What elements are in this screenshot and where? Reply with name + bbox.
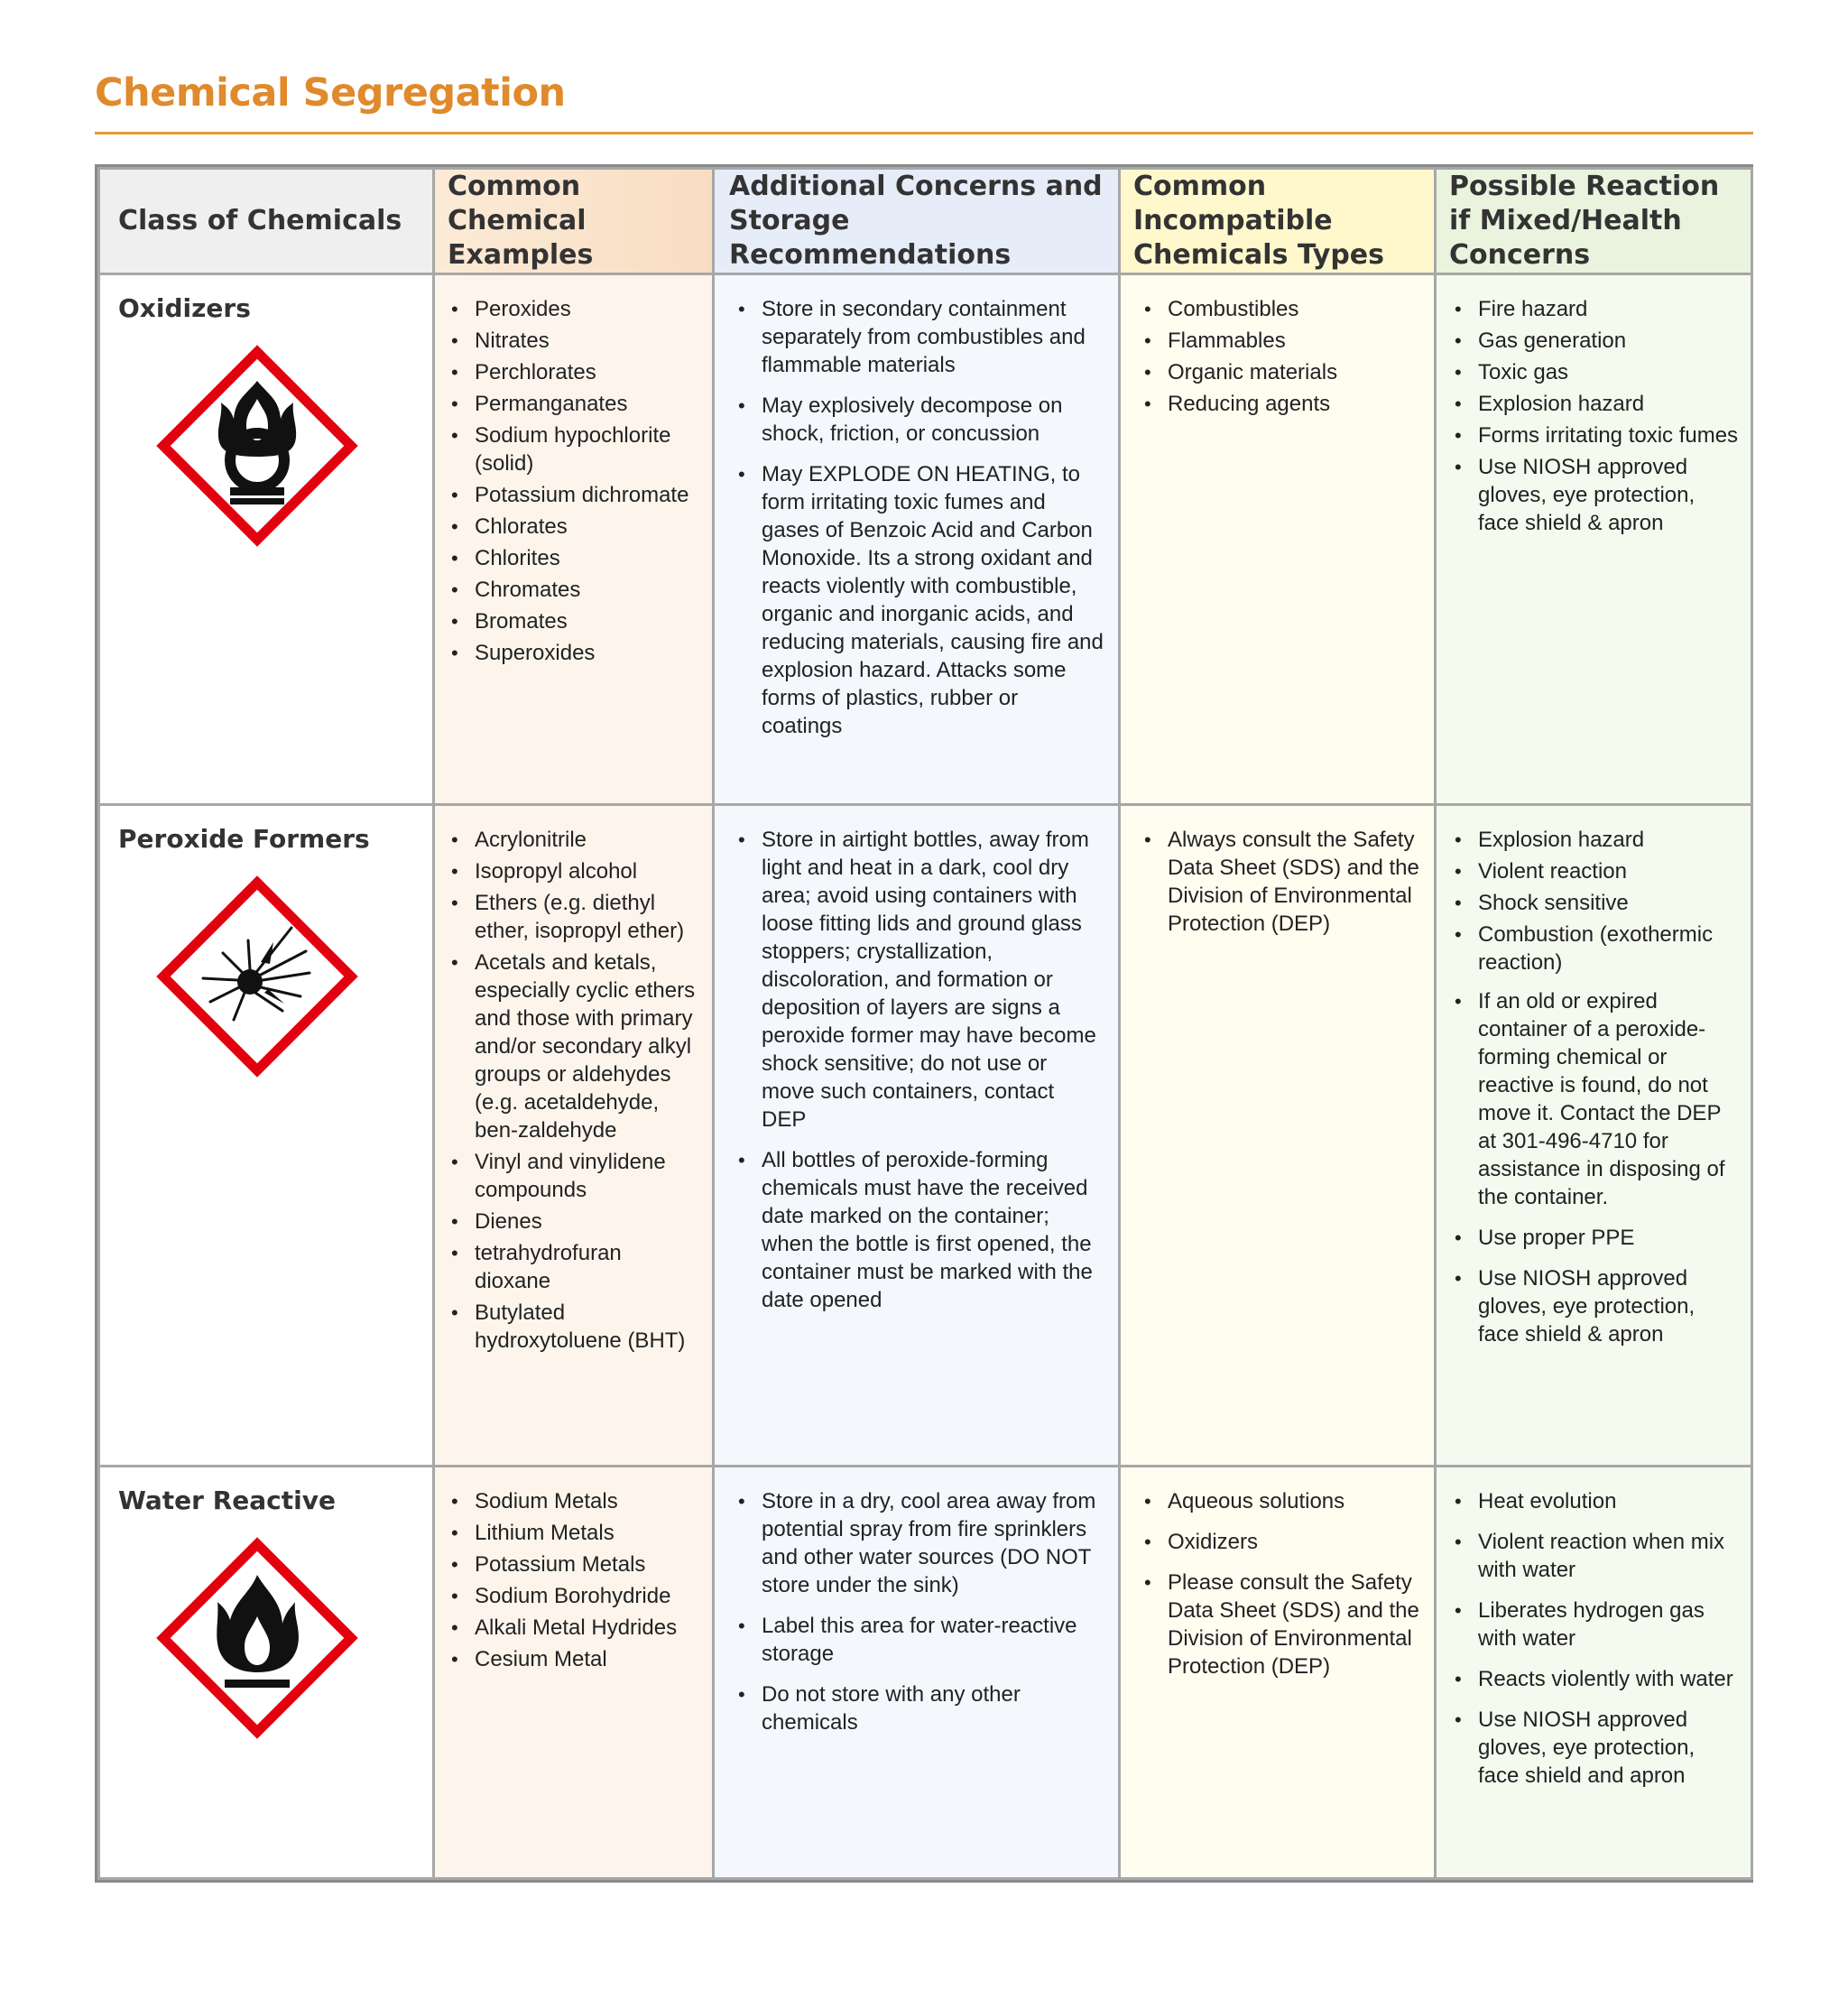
list-item: • Combustibles (1137, 295, 1421, 323)
list-item: • May EXPLODE ON HEATING, to form irritating toxic fumes and gases of Benzoic Acid and Carbon Monoxide. Its a strong oxidant and reacts violently with combustible, organic and inorganic acids, and reducing materials, causing fire and explosion hazard. Attacks some forms of plastics, rubber or coatings (731, 460, 1104, 740)
examples-cell (434, 1467, 714, 1879)
header-incompatible: Common Incompatible Chemicals Types (1120, 169, 1436, 274)
list-item: • Chlorites (444, 544, 699, 572)
examples-cell (434, 274, 714, 805)
incompatible-cell (1120, 805, 1436, 1467)
page-title: Chemical Segregation (95, 70, 566, 116)
concerns-list (731, 826, 1104, 1314)
header-concerns: Additional Concerns and Storage Recommendations (714, 169, 1120, 274)
list-item: • Permanganates (444, 390, 699, 418)
header-examples: Common Chemical Examples (434, 169, 714, 274)
list-item: • Perchlorates (444, 358, 699, 386)
class-name: Peroxide Formers (118, 824, 370, 854)
oxidizer-flame-over-circle-icon (156, 345, 358, 547)
header-reaction: Possible Reaction if Mixed/Health Concerns (1436, 169, 1752, 274)
concerns-cell (714, 274, 1120, 805)
incompatible-cell (1120, 274, 1436, 805)
list-item: • All bottles of peroxide-forming chemicals must have the received date marked on the container; when the bottle is first opened, the container must be marked with the date opened (731, 1146, 1104, 1314)
list-item: • Use NIOSH approved gloves, eye protection, face shield & apron (1447, 1264, 1740, 1348)
list-item: • Do not store with any other chemicals (731, 1680, 1104, 1736)
list-item: • Potassium Metals (444, 1550, 699, 1578)
segregation-table (95, 164, 1753, 1883)
class-cell (99, 805, 434, 1467)
incompatible-list (1137, 1487, 1421, 1680)
reaction-cell (1436, 274, 1752, 805)
list-item: • Combustion (exothermic reaction) (1447, 921, 1740, 976)
list-item: • Acetals and ketals, especially cyclic ethers and those with primary and/or secondary alkyl groups or aldehydes (e.g. acetaldehyde, ben-zaldehyde (444, 949, 699, 1144)
class-cell (99, 274, 434, 805)
list-item: • Cesium Metal (444, 1645, 699, 1673)
title-divider (95, 132, 1753, 134)
examples-list (444, 1487, 699, 1673)
list-item: • Butylated hydroxytoluene (BHT) (444, 1299, 699, 1355)
list-item: • Use NIOSH approved gloves, eye protection, face shield and apron (1447, 1706, 1740, 1790)
list-item: • Use NIOSH approved gloves, eye protection, face shield & apron (1447, 453, 1740, 537)
list-item: • Chromates (444, 576, 699, 604)
header-class: Class of Chemicals (99, 169, 434, 274)
table-row (99, 274, 1752, 805)
list-item: • Heat evolution (1447, 1487, 1740, 1515)
list-item: • Organic materials (1137, 358, 1421, 386)
list-item: • Liberates hydrogen gas with water (1447, 1597, 1740, 1652)
list-item: • Reacts violently with water (1447, 1665, 1740, 1693)
flame-icon (156, 1537, 358, 1739)
list-item: • Superoxides (444, 639, 699, 667)
list-item: • Alkali Metal Hydrides (444, 1614, 699, 1642)
list-item: • May explosively decompose on shock, friction, or concussion (731, 392, 1104, 448)
header-row (99, 169, 1752, 274)
list-item: • Isopropyl alcohol (444, 857, 699, 885)
table-row (99, 805, 1752, 1467)
exploding-bomb-icon (156, 875, 358, 1078)
list-item: • Sodium hypochlorite (solid) (444, 421, 699, 477)
list-item: • Forms irritating toxic fumes (1447, 421, 1740, 449)
reaction-list-a (1447, 826, 1740, 976)
incompatible-list (1137, 826, 1421, 938)
concerns-list (731, 1487, 1104, 1736)
list-item: • tetrahydrofuran dioxane (444, 1239, 699, 1295)
examples-list (444, 826, 699, 1355)
examples-list (444, 295, 699, 667)
concerns-cell (714, 805, 1120, 1467)
examples-cell (434, 805, 714, 1467)
list-item: • Shock sensitive (1447, 889, 1740, 917)
list-item: • Label this area for water-reactive storage (731, 1612, 1104, 1668)
class-name: Water Reactive (118, 1486, 336, 1515)
list-item: • If an old or expired container of a peroxide-forming chemical or reactive is found, do not move it. Contact the DEP at 301-496-4710 for assistance in disposing of the container. (1447, 987, 1740, 1211)
reaction-list (1447, 1487, 1740, 1790)
reaction-cell (1436, 1467, 1752, 1879)
list-item: • Gas generation (1447, 327, 1740, 355)
list-item: • Vinyl and vinylidene compounds (444, 1148, 699, 1204)
list-item: • Violent reaction when mix with water (1447, 1528, 1740, 1584)
list-item: • Bromates (444, 607, 699, 635)
list-item: • Store in airtight bottles, away from light and heat in a dark, cool dry area; avoid using containers with loose fitting lids and ground glass stoppers; crystallization, discoloration, and formation or deposition of layers are signs a peroxide former may have become shock sensitive; do not use or move such containers, contact DEP (731, 826, 1104, 1134)
reaction-cell (1436, 805, 1752, 1467)
reaction-list-b (1447, 987, 1740, 1348)
list-item: • Nitrates (444, 327, 699, 355)
list-item: • Oxidizers (1137, 1528, 1421, 1556)
list-item: • Chlorates (444, 513, 699, 541)
list-item: • Reducing agents (1137, 390, 1421, 418)
list-item: • Sodium Borohydride (444, 1582, 699, 1610)
concerns-cell (714, 1467, 1120, 1879)
list-item: • Toxic gas (1447, 358, 1740, 386)
list-item: • Aqueous solutions (1137, 1487, 1421, 1515)
list-item: • Always consult the Safety Data Sheet (SDS) and the Division of Environmental Protection (DEP) (1137, 826, 1421, 938)
list-item: • Flammables (1137, 327, 1421, 355)
list-item: • Potassium dichromate (444, 481, 699, 509)
concerns-list (731, 295, 1104, 740)
class-name: Oxidizers (118, 293, 251, 323)
list-item: • Store in a dry, cool area away from potential spray from fire sprinklers and other water sources (DO NOT store under the sink) (731, 1487, 1104, 1599)
list-item: • Sodium Metals (444, 1487, 699, 1515)
list-item: • Explosion hazard (1447, 390, 1740, 418)
list-item: • Peroxides (444, 295, 699, 323)
reaction-list (1447, 295, 1740, 537)
list-item: • Please consult the Safety Data Sheet (SDS) and the Division of Environmental Protection (DEP) (1137, 1569, 1421, 1680)
list-item: • Fire hazard (1447, 295, 1740, 323)
list-item: • Dienes (444, 1208, 699, 1236)
table-row (99, 1467, 1752, 1879)
incompatible-cell (1120, 1467, 1436, 1879)
list-item: • Explosion hazard (1447, 826, 1740, 854)
list-item: • Acrylonitrile (444, 826, 699, 854)
incompatible-list (1137, 295, 1421, 418)
list-item: • Ethers (e.g. diethyl ether, isopropyl ether) (444, 889, 699, 945)
list-item: • Use proper PPE (1447, 1224, 1740, 1252)
list-item: • Lithium Metals (444, 1519, 699, 1547)
list-item: • Store in secondary containment separately from combustibles and flammable materials (731, 295, 1104, 379)
class-cell (99, 1467, 434, 1879)
list-item: • Violent reaction (1447, 857, 1740, 885)
